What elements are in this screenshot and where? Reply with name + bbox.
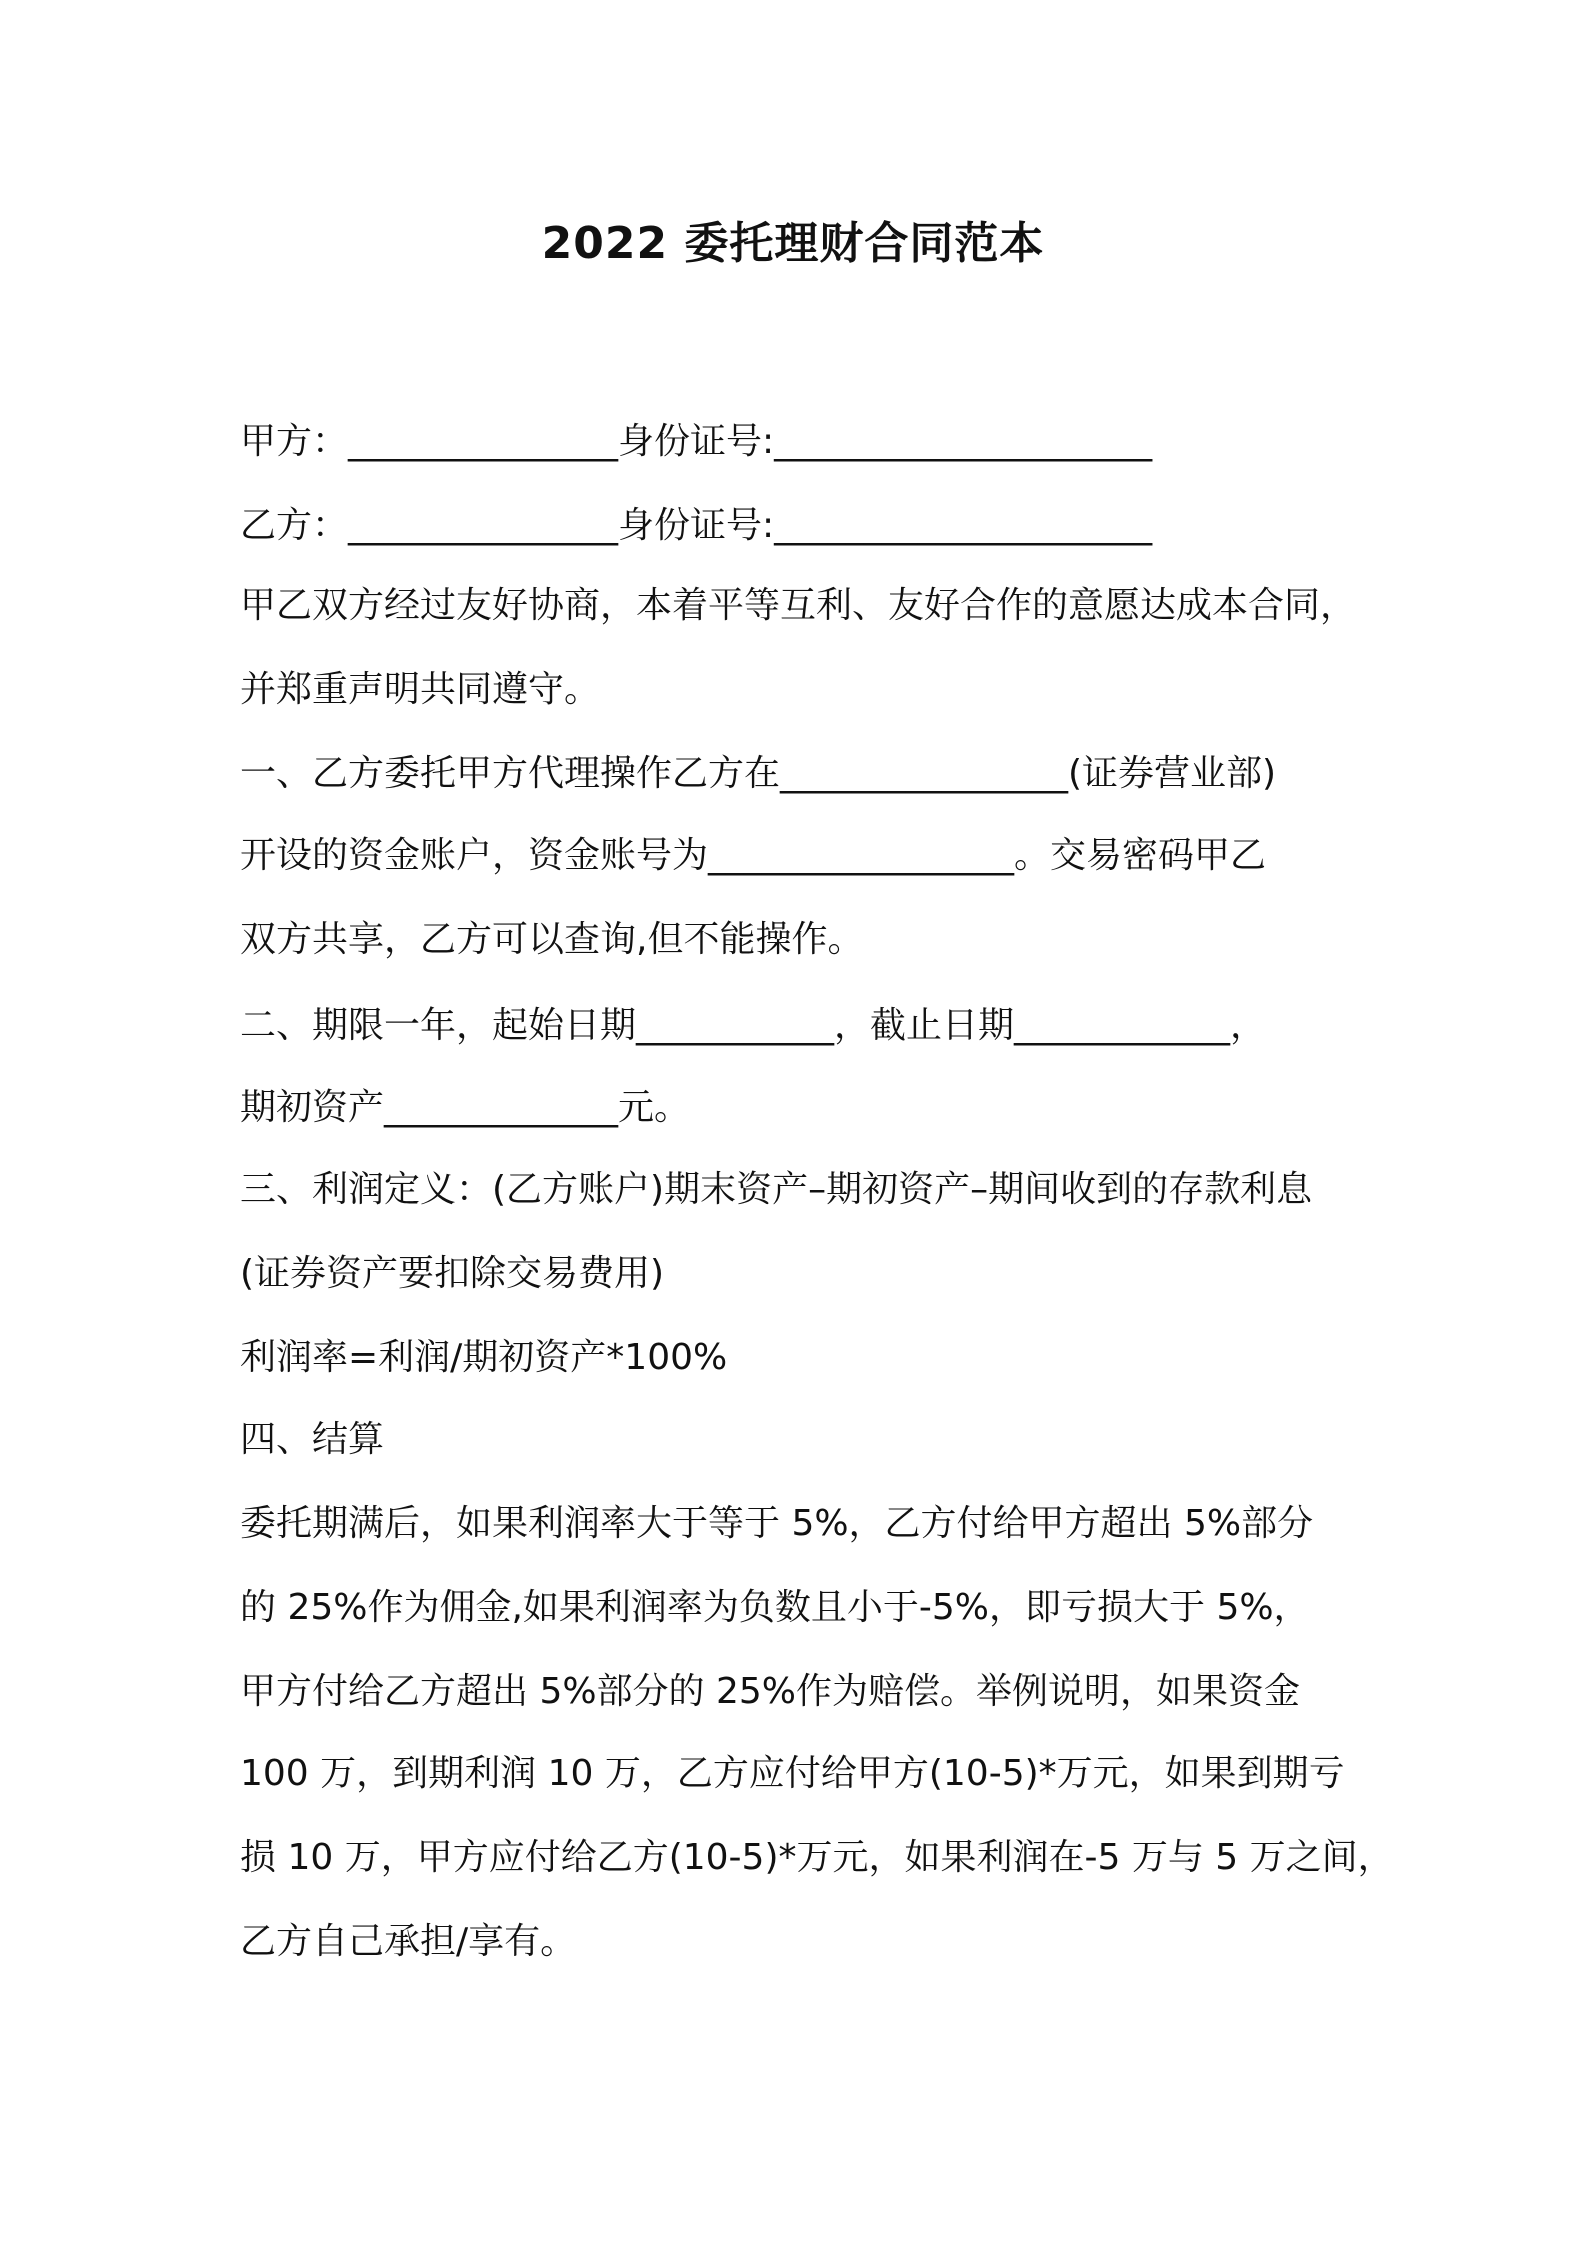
clause-1-line-3: 双方共享，乙方可以查询,但不能操作。 [240, 919, 864, 960]
clause-2-line-1: 二、期限一年，起始日期___________，截止日期____________， [240, 1005, 1267, 1046]
clause-1-line-2: 开设的资金账户，资金账号为_________________。交易密码甲乙 [240, 835, 1267, 876]
document-title: 2022 委托理财合同范本 [541, 218, 1045, 269]
intro-line-1: 甲乙双方经过友好协商，本着平等互利、友好合作的意愿达成本合同， [240, 585, 1357, 626]
clause-4-heading: 四、结算 [240, 1419, 385, 1460]
clause-1-line-1: 一、乙方委托甲方代理操作乙方在________________(证券营业部) [240, 753, 1277, 794]
clause-3-line-2: (证券资产要扣除交易费用) [240, 1253, 665, 1294]
intro-line-2: 并郑重声明共同遵守。 [240, 669, 601, 710]
settlement-line-1: 委托期满后，如果利润率大于等于 5%，乙方付给甲方超出 5%部分 [240, 1503, 1314, 1544]
party-a-line: 甲方：_______________身份证号:_____________________ [240, 421, 1153, 462]
settlement-line-5: 损 10 万，甲方应付给乙方(10-5)*万元，如果利润在-5 万与 5 万之间， [240, 1837, 1394, 1878]
settlement-line-4: 100 万，到期利润 10 万，乙方应付给甲方(10-5)*万元，如果到期亏 [240, 1753, 1345, 1794]
clause-2-line-2: 期初资产_____________元。 [240, 1087, 691, 1128]
profit-rate-formula: 利润率=利润/期初资产*100% [240, 1337, 728, 1378]
clause-3-line-1: 三、利润定义：(乙方账户)期末资产–期初资产–期间收到的存款利息 [240, 1169, 1313, 1210]
party-b-line: 乙方：_______________身份证号:_____________________ [240, 505, 1153, 546]
settlement-line-2: 的 25%作为佣金,如果利润率为负数且小于-5%，即亏损大于 5%， [240, 1587, 1310, 1628]
settlement-line-3: 甲方付给乙方超出 5%部分的 25%作为赔偿。举例说明，如果资金 [240, 1671, 1301, 1712]
settlement-line-6: 乙方自己承担/享有。 [240, 1921, 577, 1962]
